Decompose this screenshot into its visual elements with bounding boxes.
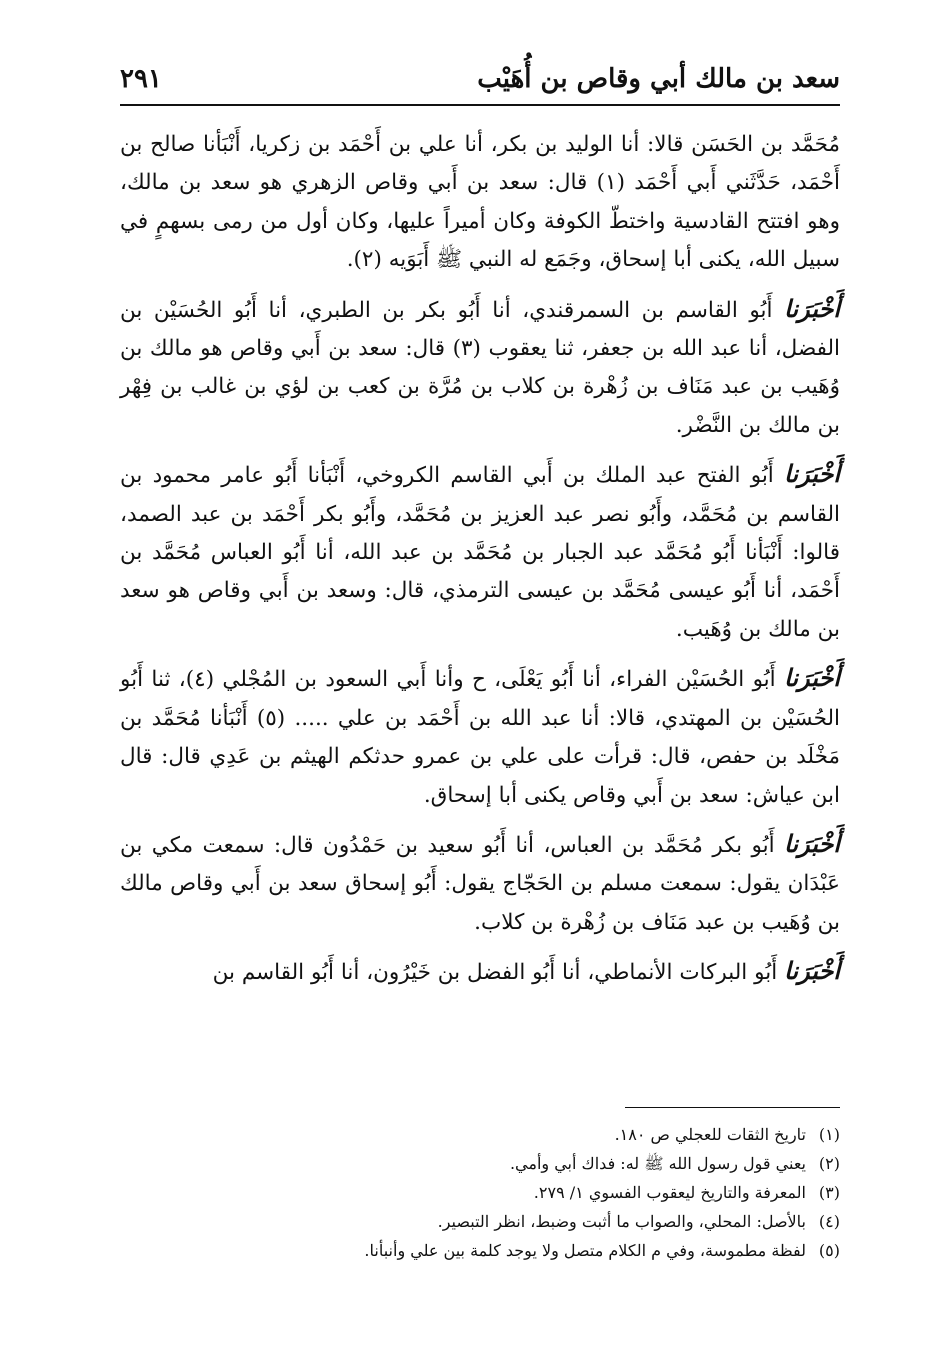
paragraph-4 [120,659,840,815]
footnote-4 [120,1207,840,1236]
paragraph-lead: أَخْبَرَنا [784,828,840,858]
header-rule [120,104,840,106]
paragraph-2 [120,290,840,446]
paragraph-5 [120,825,840,942]
paragraph-text: أَبُو الحُسَيْن الفراء، أنا أَبُو يَعْلَى، ح وأنا أَبي السعود بن المُجْلي (٤)، ثنا أَبُو الحُسَيْن بن المهتدي، قالا: أنا عبد الله بن أَحْمَد بن علي ..... (٥) أَنْبَأنا مُحَمَّد بن مَخْلَد بن حفص، قال: قرأت على علي بن عمرو حدثكم الهيثم بن عَدِي قال: قال ابن عياش: سعد بن أَبي وقاص يكنى أبا إسحاق. [120,667,841,808]
footnote-number: (١) [818,1125,840,1144]
paragraph-text: أَبُو البركات الأنماطي، أنا أَبُو الفضل بن خَيْرُون، أنا أَبُو القاسم بن [212,960,778,986]
footnote-1 [120,1120,840,1149]
footnote-text: المعرفة والتاريخ ليعقوب الفسوي ١/ ٢٧٩. [533,1183,806,1202]
running-title: سعد بن مالك أبي وقاص بن أُهَيْب [477,64,840,94]
footnote-number: (٥) [818,1241,840,1260]
footnote-5 [120,1236,840,1265]
paragraph-text: أَبُو بكر مُحَمَّد بن العباس، أنا أَبُو سعيد بن حَمْدُون قال: سمعت مكي بن عَبْدَان يقول: سمعت مسلم بن الحَجّاج يقول: أَبُو إسحاق سعد بن أَبي وقاص مالك بن وُهَيب بن عبد مَنَاف بن زُهْرة بن كلاب. [120,832,840,935]
footnote-text: تاريخ الثقات للعجلي ص ١٨٠. [614,1125,806,1144]
footnote-text: لفظة مطموسة، وفي م الكلام متصل ولا يوجد كلمة بين علي وأنبأنا. [364,1241,806,1260]
footnote-rule [625,1107,840,1108]
footnote-number: (٤) [818,1212,840,1231]
paragraph-6 [120,952,840,992]
body-text [120,126,840,1003]
page-number: ٢٩١ [120,64,162,94]
paragraph-lead: أَخْبَرَنا [784,293,840,323]
paragraph-text: مُحَمَّد بن الحَسَن قالا: أنا الوليد بن بكر، أنا علي بن أَحْمَد بن زكريا، أَنْبَأنا صالح بن أَحْمَد، حَدَّثَني أَبي أَحْمَد (١) قال: سعد بن أَبي وقاص الزهري هو سعد بن مالك، وهو افتتح القادسية واختطّ الكوفة وكان أميراً عليها، وكان أول من رمى بسهمٍ في سبيل الله، يكنى أبا إسحاق، وجَمَع له النبي ﷺ أَبَوَيه (٢). [120,132,840,273]
paragraph-3 [120,455,840,649]
footnotes [120,1120,840,1265]
paragraph-lead: أَخْبَرَنا [784,459,841,489]
paragraph-text: أَبُو الفتح عبد الملك بن أَبي القاسم الكروخي، أَنْبَأنا أَبُو عامر محمود بن القاسم بن مُحَمَّد، وأَبُو نصر عبد العزيز بن مُحَمَّد، وأَبُو بكر أَحْمَد بن عبد الصمد، قالوا: أَنْبَأنا أَبُو مُحَمَّد عبد الجبار بن مُحَمَّد بن عبد الله، أنا أَبُو العباس مُحَمَّد بن أَحْمَد، أنا أَبُو عيسى مُحَمَّد بن عيسى الترمذي، قال: وسعد بن أَبي وقاص هو سعد بن مالك بن وُهَيب. [120,463,840,642]
footnote-text: يعني قول رسول الله ﷺ له: فداك أبي وأمي. [509,1154,806,1173]
paragraph-lead: أَخْبَرَنا [784,956,840,986]
footnote-number: (٣) [818,1183,840,1202]
footnote-number: (٢) [818,1154,840,1173]
paragraph-1 [120,126,840,280]
paragraph-text: أَبُو القاسم بن السمرقندي، أنا أَبُو بكر بن الطبري، أنا أَبُو الحُسَيْن بن الفضل، أنا عبد الله بن جعفر، ثنا يعقوب (٣) قال: سعد بن أَبي وقاص هو مالك بن وُهَيب بن عبد مَنَاف بن زُهْرة بن كلاب بن مُرَّة بن كعب بن لؤي بن غالب بن فِهْر بن مالك بن النَّضْر. [120,297,840,438]
footnote-2 [120,1149,840,1178]
footnote-text: بالأصل: المحلي، والصواب ما أثبت وضبط، انظر التبصير. [437,1212,806,1231]
page-header [120,60,840,102]
paragraph-lead: أَخْبَرَنا [784,663,840,693]
footnote-3 [120,1178,840,1207]
